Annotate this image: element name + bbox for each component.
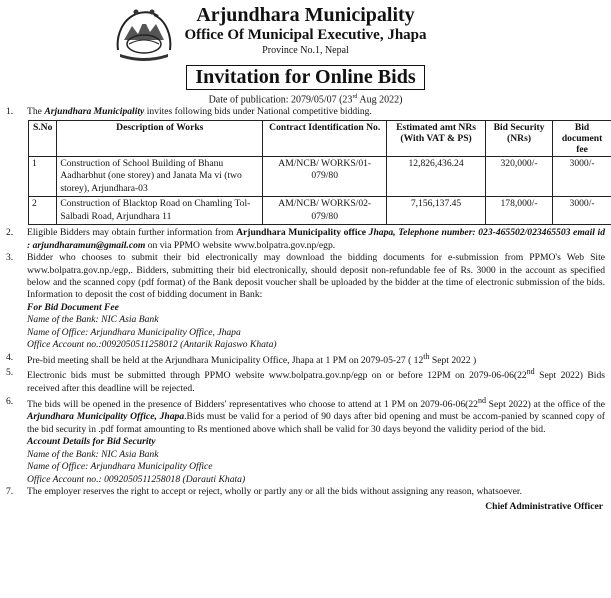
table-row: 2 Construction of Blacktop Road on Chamling Tol- Salbadi Road, Arjundhara 11 AM/NCB/ WORKS/02-079/80 7,156,137.45 178,000/- 3000/-: [29, 197, 611, 225]
clause-4: 4. Pre-bid meeting shall be held at the Arjundhara Municipality Office, Jhapa at 1 PM on 2079-05-27 ( 12th Sept 2022 ): [6, 351, 477, 367]
bid-table: [28, 120, 611, 225]
office-name: Office Of Municipal Executive, Jhapa: [184, 27, 427, 43]
col-contract-id: Contract Identification No.: [263, 120, 387, 156]
province-line: Province No.1, Nepal: [262, 45, 349, 56]
clause-3: 3. Bidder who chooses to submit their bid electronically may download the bidding documents for e-submission from PPMO's Web Site www.bolpatra.gov.np./egp,. Bidders, submitting their bid electronically, should deposit non-refundable fee of Rs. 3000 in the account as specified below and the scanned copy (pdf format) of the Bank deposit voucher shall be uploaded by the bidder at the time of electronic submission of the bids. Information to deposit the cost of bidding document in Bank: For Bid Document Fee Name of the Bank: NIC Asia Bank Name of Office: Arjundhara Municipality Office, Jhapa Office Account no.:0092050511258012 (Antarik Rajaswo Khata): [6, 252, 605, 351]
organization-name: Arjundhara Municipality: [196, 4, 415, 26]
table-header-row: [29, 120, 611, 156]
security-heading: Account Details for Bid Security: [27, 436, 156, 448]
publication-date: Date of publication: 2079/05/07 (23rd Aug 2022): [208, 94, 403, 106]
signature-line: Chief Administrative Officer: [485, 500, 603, 512]
col-sno: S.No: [29, 120, 57, 156]
clause-6: 6. The bids will be opened in the presence of Bidders' representatives who choose to attend at 1 PM on 2079-06-06(22nd Sept 2022) at the office of the Arjundhara Municipality Office, Jhapa.Bids must be valid for a period of 90 days after bid opening and must be accom-panied by scanned copy of the bid security in .pdf format amounting to Rs mentioned above which shall be valid for 30 days beyond the validity period of the bid. Account Details for Bid Security Name of the Bank: NIC Asia Bank Name of Office: Arjundhara Municipality Office Office Account no.: 0092050511258018 (Darauti Khata): [6, 395, 605, 485]
clause-7: 7. The employer reserves the right to accept or reject, wholly or partly any or all the bids without assigning any reason, whatsoever.: [6, 486, 522, 498]
table-row: 1 Construction of School Building of Bhanu Aadharbhut (one storey) and Janata Ma vi (two storey), Arjundhara-03 AM/NCB/ WORKS/01-079/80 12,826,436.24 320,000/- 3000/-: [29, 156, 611, 196]
government-emblem-icon: [114, 6, 174, 62]
clause-2: 2. Eligible Bidders may obtain further information from Arjundhara Municipality office Jhapa, Telephone number: 023-465502/023465503 email id : arjundharamun@gmail.com on via PPMO website www.bolpatra.gov.np/egp.: [6, 227, 605, 251]
clause-1: 1. The Arjundhara Municipality invites following bids under National competitive bidding.: [6, 106, 372, 118]
col-estimated-amount: Estimated amt NRs (With VAT & PS): [387, 120, 486, 156]
clause-5: 5. Electronic bids must be submitted through PPMO website www.bolpatra.gov.np/egp on or before 12PM on 2079-06-06(22nd Sept 2022) Bids received after this deadline will be rejected.: [6, 367, 606, 395]
notice-header: [6, 4, 605, 64]
fee-heading: For Bid Document Fee: [27, 301, 119, 313]
col-bid-security: Bid Security (NRs): [485, 120, 552, 156]
notice-title: Invitation for Online Bids: [186, 65, 424, 90]
col-description: Description of Works: [57, 120, 263, 156]
col-document-fee: Bid document fee: [553, 120, 611, 156]
